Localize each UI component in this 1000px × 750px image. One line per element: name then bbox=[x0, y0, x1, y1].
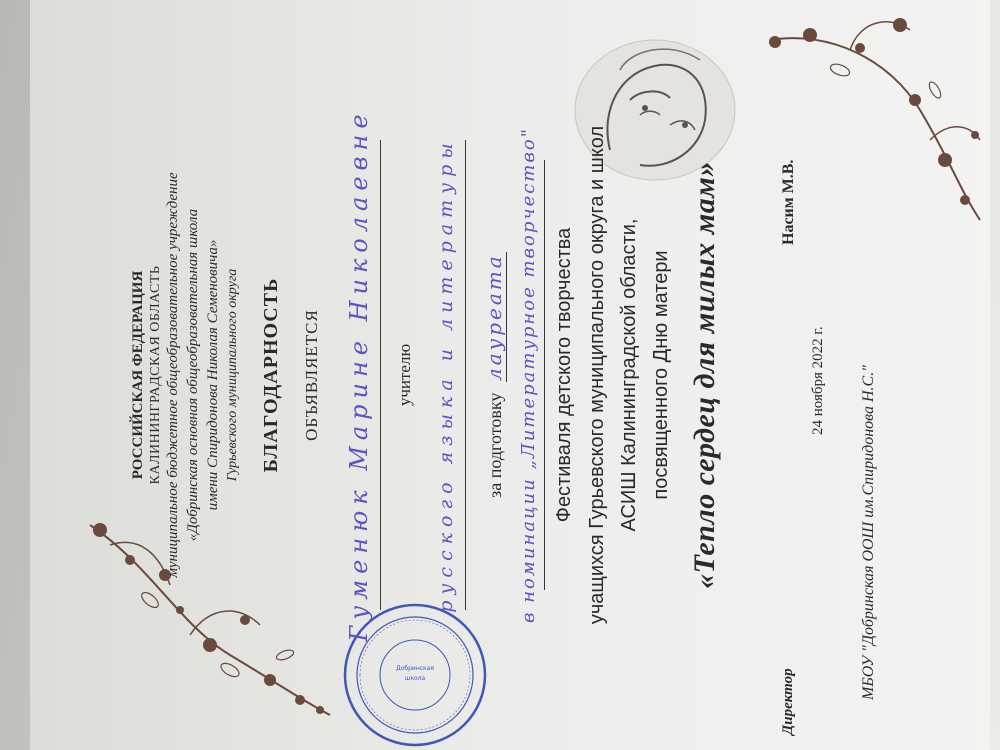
prep-row bbox=[482, 10, 507, 740]
school-line-1: муниципальное бюджетное общеобразовательное учреждение bbox=[165, 172, 181, 578]
nomination-value: в номинации „Литературное творчество" bbox=[518, 127, 539, 623]
school-line-3: имени Спиридонова Николая Семеновича» bbox=[205, 239, 221, 511]
announce-label: ОБЪЯВЛЯЕТСЯ bbox=[302, 309, 321, 441]
asish-line: АСИШ Калининградской области, bbox=[618, 218, 640, 532]
director-name: Насим М.В. bbox=[780, 159, 797, 245]
director-label: Директор bbox=[780, 668, 796, 735]
certificate-title: БЛАГОДАРНОСТЬ bbox=[260, 277, 282, 473]
recipient-name: Гуменюк Марине Николаевне bbox=[345, 108, 373, 642]
region-heading: КАЛИНИНГРАДСКАЯ ОБЛАСТЬ bbox=[148, 265, 163, 485]
seal-text-1: Добринская bbox=[396, 665, 434, 672]
dedicated-line: посвященного Дню матери bbox=[650, 250, 672, 500]
issue-date: 24 ноября 2022 г. bbox=[810, 326, 826, 435]
school-line-2: «Добринская основная общеобразовательная школа bbox=[185, 208, 201, 542]
subject-value: русского языка и литературы bbox=[435, 137, 457, 613]
subject-underline bbox=[465, 140, 466, 610]
students-line: учащихся Гурьевского муниципального округа и школ bbox=[586, 125, 608, 625]
name-underline bbox=[380, 140, 381, 610]
nomination-underline bbox=[544, 160, 545, 590]
certificate-text-block bbox=[130, 10, 880, 740]
prep-label: за подготовку bbox=[485, 392, 505, 498]
school-line-4: Гурьевского муниципального округа bbox=[225, 268, 240, 482]
seal-text-2: школа bbox=[404, 675, 426, 682]
prep-value: лауреата bbox=[482, 253, 506, 382]
school-short-name: МБОУ "Добринская ООШ им.Спиридонова Н.С." bbox=[860, 365, 877, 700]
festival-line: Фестиваля детского творчества bbox=[553, 227, 575, 523]
federation-heading: РОССИЙСКАЯ ФЕДЕРАЦИЯ bbox=[130, 270, 146, 480]
event-name: «Тепло сердец для милых мам» bbox=[688, 161, 721, 589]
teacher-label: учителю bbox=[395, 343, 414, 407]
